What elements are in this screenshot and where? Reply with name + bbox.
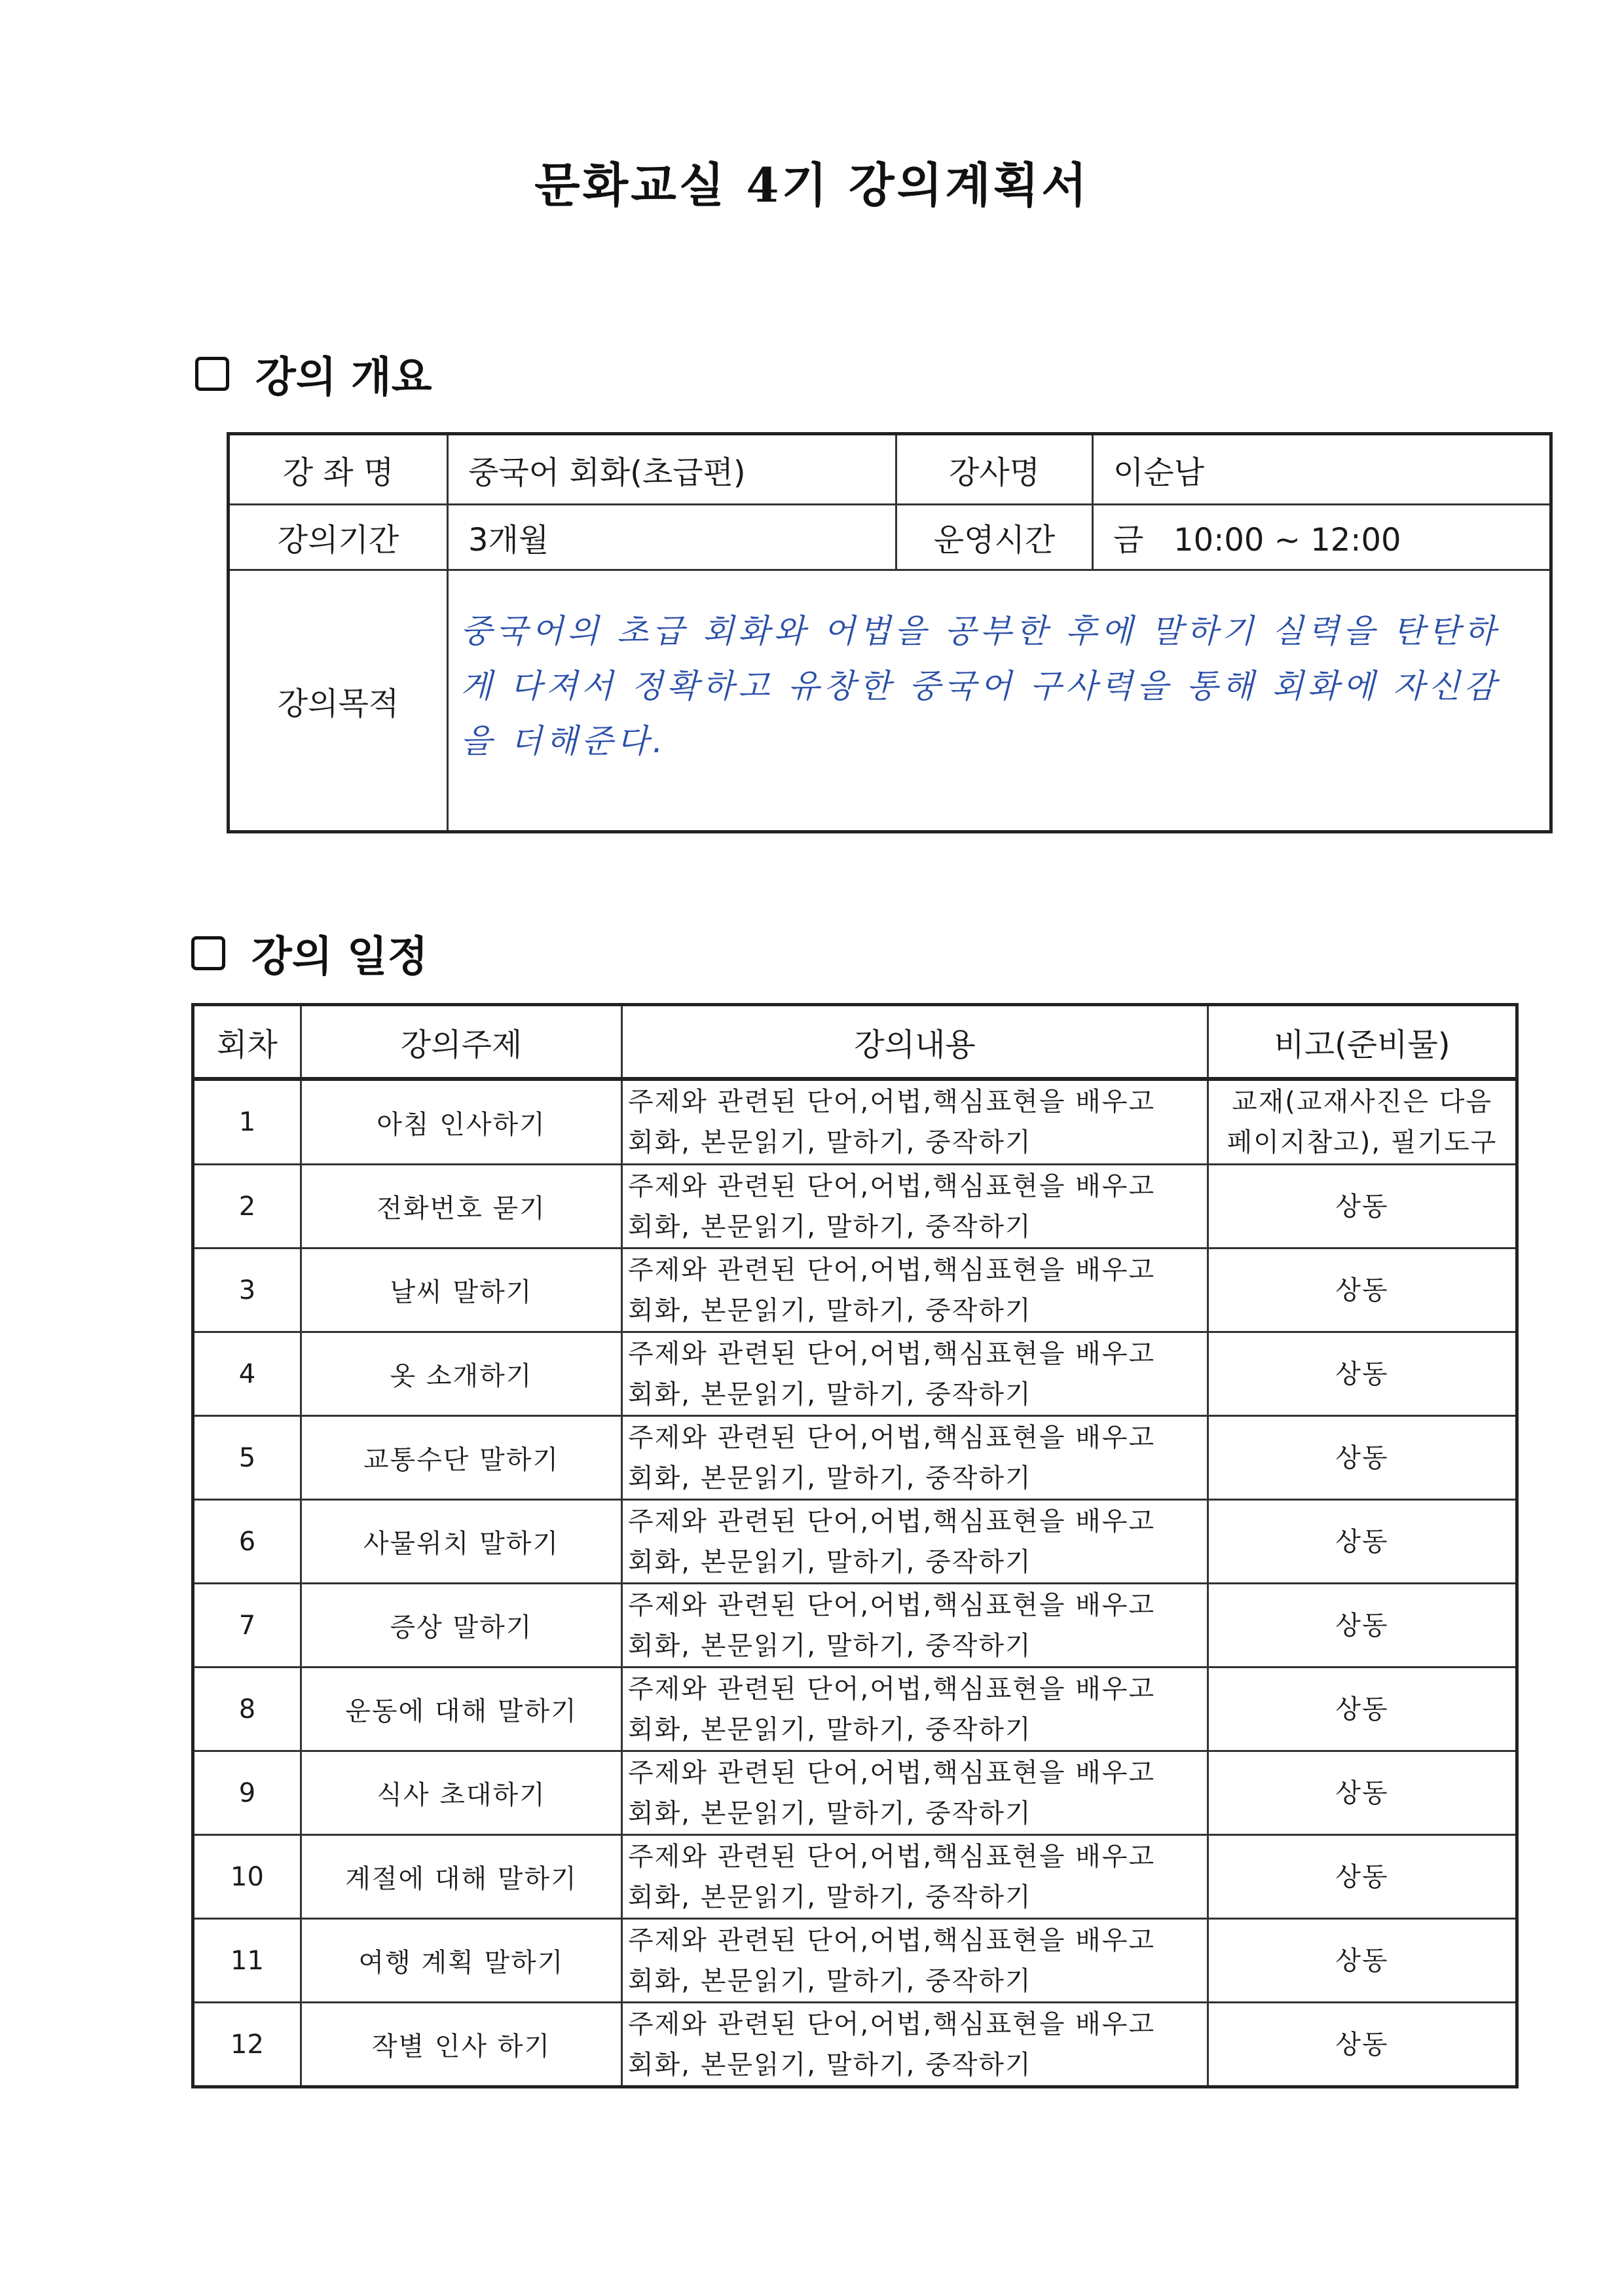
content-line: 주제와 관련된 단어,어법,핵심표현을 배우고	[628, 2009, 1156, 2039]
session-number: 2	[193, 1165, 301, 1248]
session-note	[1208, 2003, 1517, 2087]
purpose-line: 게 다져서 정확하고 유창한 중국어 구사력을 통해 회화에 자신감	[460, 667, 1500, 705]
session-number: 1	[193, 1079, 301, 1165]
content-line: 회화, 본문읽기, 말하기, 중작하기	[628, 1882, 1032, 1912]
purpose-text	[448, 570, 1551, 832]
checkbox-icon	[191, 936, 225, 970]
content-line: 주제와 관련된 단어,어법,핵심표현을 배우고	[628, 1171, 1156, 1201]
session-content	[622, 1165, 1208, 1248]
content-line: 주제와 관련된 단어,어법,핵심표현을 배우고	[628, 1590, 1156, 1620]
session-content	[622, 1667, 1208, 1751]
session-number: 10	[193, 1835, 301, 1919]
note-line: 상동	[1335, 1358, 1389, 1389]
content-line: 주제와 관련된 단어,어법,핵심표현을 배우고	[628, 1673, 1156, 1704]
overview-table	[227, 432, 1553, 833]
table-row	[193, 1919, 1517, 2003]
note-line: 상동	[1335, 1777, 1389, 1808]
session-note	[1208, 1079, 1517, 1165]
session-content	[622, 1584, 1208, 1667]
session-note	[1208, 1500, 1517, 1584]
note-line: 교재(교재사진은 다음	[1231, 1087, 1493, 1117]
schedule-heading-text: 강의 일정	[251, 932, 428, 981]
table-row	[193, 1332, 1517, 1416]
table-row	[193, 1079, 1517, 1165]
session-note	[1208, 1332, 1517, 1416]
session-content	[622, 1835, 1208, 1919]
content-line: 주제와 관련된 단어,어법,핵심표현을 배우고	[628, 1087, 1156, 1117]
session-topic: 교통수단 말하기	[301, 1416, 622, 1500]
purpose-line: 을 더해준다.	[460, 722, 667, 760]
content-line: 회화, 본문읽기, 말하기, 중작하기	[628, 2049, 1032, 2080]
content-line: 회화, 본문읽기, 말하기, 중작하기	[628, 1630, 1032, 1661]
note-line: 상동	[1335, 1191, 1389, 1222]
session-number: 12	[193, 2003, 301, 2087]
table-row	[193, 1751, 1517, 1835]
schedule-section-heading	[191, 923, 428, 983]
header-content: 강의내용	[622, 1005, 1208, 1080]
instructor-label: 강사명	[896, 434, 1093, 505]
content-line: 회화, 본문읽기, 말하기, 중작하기	[628, 1714, 1032, 1745]
session-number: 4	[193, 1332, 301, 1416]
content-line: 회화, 본문읽기, 말하기, 중작하기	[628, 1546, 1032, 1577]
session-topic: 증상 말하기	[301, 1584, 622, 1667]
schedule-header-row	[193, 1005, 1517, 1080]
overview-section-heading	[195, 344, 432, 404]
table-row	[193, 1667, 1517, 1751]
session-content	[622, 2003, 1208, 2087]
session-content	[622, 1248, 1208, 1332]
header-number: 회차	[193, 1005, 301, 1080]
session-topic: 여행 계획 말하기	[301, 1919, 622, 2003]
schedule-body	[193, 1079, 1517, 2087]
content-line: 주제와 관련된 단어,어법,핵심표현을 배우고	[628, 1506, 1156, 1537]
session-topic: 운동에 대해 말하기	[301, 1667, 622, 1751]
time-label: 운영시간	[896, 505, 1093, 570]
session-number: 11	[193, 1919, 301, 2003]
content-line: 주제와 관련된 단어,어법,핵심표현을 배우고	[628, 1841, 1156, 1872]
session-number: 5	[193, 1416, 301, 1500]
note-line: 상동	[1335, 1442, 1389, 1473]
note-line: 상동	[1335, 2029, 1389, 2060]
session-note	[1208, 1919, 1517, 2003]
content-line: 회화, 본문읽기, 말하기, 중작하기	[628, 1295, 1032, 1326]
session-content	[622, 1919, 1208, 2003]
content-line: 회화, 본문읽기, 말하기, 중작하기	[628, 1798, 1032, 1829]
note-line: 상동	[1335, 1275, 1389, 1305]
session-note	[1208, 1416, 1517, 1500]
note-line: 상동	[1335, 1861, 1389, 1892]
session-content	[622, 1332, 1208, 1416]
course-label: 강 좌 명	[229, 434, 448, 505]
period-value: 3개월	[448, 505, 896, 570]
session-topic: 사물위치 말하기	[301, 1500, 622, 1584]
note-line: 상동	[1335, 1694, 1389, 1724]
content-line: 주제와 관련된 단어,어법,핵심표현을 배우고	[628, 1925, 1156, 1956]
page-title: 문화교실 4기 강의계획서	[534, 157, 1090, 213]
checkbox-icon	[195, 357, 229, 391]
table-row	[193, 1416, 1517, 1500]
content-line: 주제와 관련된 단어,어법,핵심표현을 배우고	[628, 1338, 1156, 1369]
table-row	[193, 1584, 1517, 1667]
period-label: 강의기간	[229, 505, 448, 570]
session-number: 6	[193, 1500, 301, 1584]
session-number: 8	[193, 1667, 301, 1751]
course-name: 중국어 회화(초급편)	[448, 434, 896, 505]
note-line: 상동	[1335, 1526, 1389, 1557]
content-line: 회화, 본문읽기, 말하기, 중작하기	[628, 1463, 1032, 1493]
session-number: 3	[193, 1248, 301, 1332]
session-note	[1208, 1667, 1517, 1751]
session-note	[1208, 1165, 1517, 1248]
content-line: 회화, 본문읽기, 말하기, 중작하기	[628, 1211, 1032, 1242]
table-row	[193, 1248, 1517, 1332]
note-line: 상동	[1335, 1945, 1389, 1976]
instructor-name: 이순남	[1093, 434, 1551, 505]
time-value: 금 10:00 ~ 12:00	[1093, 505, 1551, 570]
session-content	[622, 1079, 1208, 1165]
overview-row-course	[229, 434, 1551, 505]
session-content	[622, 1416, 1208, 1500]
content-line: 회화, 본문읽기, 말하기, 중작하기	[628, 1965, 1032, 1996]
purpose-label: 강의목적	[229, 570, 448, 832]
content-line: 회화, 본문읽기, 말하기, 중작하기	[628, 1379, 1032, 1410]
purpose-line: 중국어의 초급 회화와 어법을 공부한 후에 말하기 실력을 탄탄하	[460, 612, 1500, 650]
content-line: 주제와 관련된 단어,어법,핵심표현을 배우고	[628, 1757, 1156, 1788]
session-content	[622, 1500, 1208, 1584]
overview-row-purpose	[229, 570, 1551, 832]
session-topic: 식사 초대하기	[301, 1751, 622, 1835]
session-note	[1208, 1835, 1517, 1919]
session-content	[622, 1751, 1208, 1835]
content-line: 주제와 관련된 단어,어법,핵심표현을 배우고	[628, 1254, 1156, 1285]
session-number: 7	[193, 1584, 301, 1667]
schedule-table	[191, 1003, 1519, 2088]
overview-heading-text: 강의 개요	[255, 353, 432, 402]
content-line: 주제와 관련된 단어,어법,핵심표현을 배우고	[628, 1422, 1156, 1453]
overview-row-period	[229, 505, 1551, 570]
table-row	[193, 1500, 1517, 1584]
session-note	[1208, 1584, 1517, 1667]
session-topic: 작별 인사 하기	[301, 2003, 622, 2087]
session-topic: 아침 인사하기	[301, 1079, 622, 1165]
session-topic: 계절에 대해 말하기	[301, 1835, 622, 1919]
session-topic: 전화번호 묻기	[301, 1165, 622, 1248]
session-note	[1208, 1248, 1517, 1332]
note-line: 페이지참고), 필기도구	[1227, 1127, 1498, 1157]
content-line: 회화, 본문읽기, 말하기, 중작하기	[628, 1127, 1032, 1157]
header-topic: 강의주제	[301, 1005, 622, 1080]
table-row	[193, 1835, 1517, 1919]
note-line: 상동	[1335, 1610, 1389, 1641]
session-note	[1208, 1751, 1517, 1835]
session-number: 9	[193, 1751, 301, 1835]
table-row	[193, 1165, 1517, 1248]
table-row	[193, 2003, 1517, 2087]
session-topic: 옷 소개하기	[301, 1332, 622, 1416]
session-topic: 날씨 말하기	[301, 1248, 622, 1332]
header-note: 비고(준비물)	[1208, 1005, 1517, 1080]
